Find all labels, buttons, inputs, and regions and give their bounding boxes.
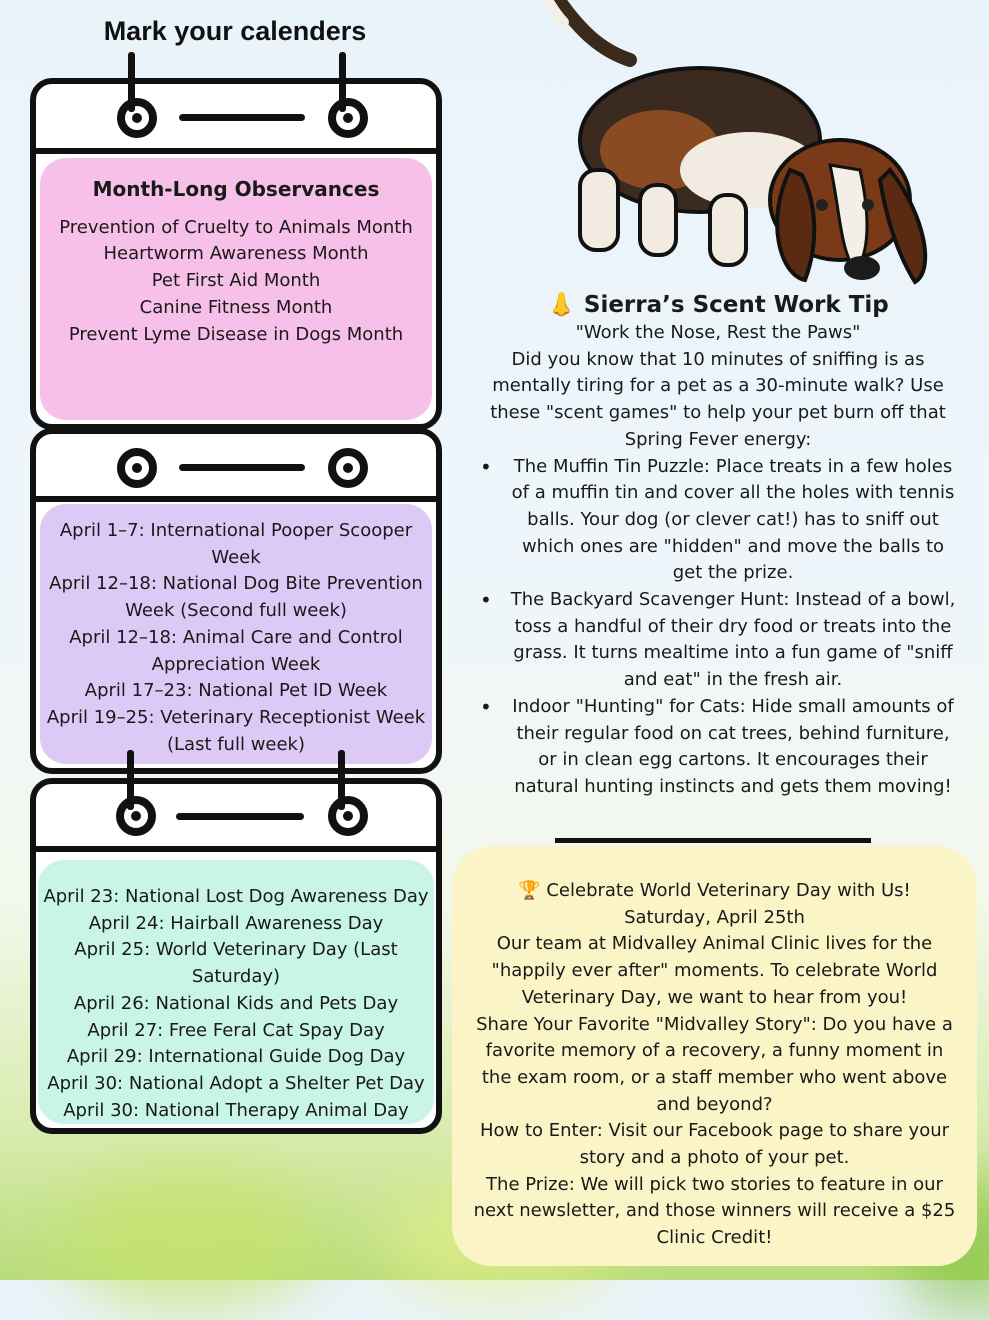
scent-tip-list: [478, 454, 958, 801]
list-item: April 24: Hairball Awareness Day: [88, 912, 384, 934]
calendar-dash: [176, 813, 304, 820]
list-item: April 30: National Adopt a Shelter Pet Day: [47, 1072, 425, 1094]
vet-day-notice: [452, 846, 977, 1266]
binder-post: [338, 750, 345, 810]
section-divider: [555, 838, 871, 843]
calendar-band: [36, 846, 436, 852]
scent-tip-title: [478, 290, 958, 320]
days-list: [38, 860, 434, 1124]
calendar-card-days: [30, 778, 442, 1134]
list-item: April 27: Free Feral Cat Spay Day: [87, 1019, 385, 1041]
observances-title: Month-Long Observances: [92, 177, 380, 201]
weeks-list: [40, 504, 432, 764]
vet-day-title: [472, 878, 957, 905]
nose-icon: 👃: [547, 292, 576, 318]
vet-day-title-text: Celebrate World Veterinary Day with Us!: [546, 880, 911, 901]
list-item: • The Backyard Scavenger Hunt: Instead of a bowl, toss a handful of their dry food or treats into the grass. It turns mealtime into a fun game of "sniff and eat" in the fresh air.: [478, 587, 958, 694]
vet-day-how-to-enter: How to Enter: Visit our Facebook page to share your story and a photo of your pet.: [479, 1120, 950, 1169]
vet-day-prize: The Prize: We will pick two stories to feature in our next newsletter, and those winners will receive a $25 Clinic Credit!: [473, 1173, 956, 1249]
calendar-card-observances: [30, 78, 442, 430]
list-item: April 17–23: National Pet ID Week: [84, 680, 388, 702]
scent-tip-section: [478, 290, 958, 801]
binder-ring-icon: [116, 796, 156, 836]
calendar-card-weeks: [30, 428, 442, 774]
calendar-band: [36, 496, 436, 502]
binder-post: [339, 52, 346, 112]
background-glow: [60, 1170, 320, 1310]
binder-ring-icon: [328, 796, 368, 836]
scent-tip-subtitle: "Work the Nose, Rest the Paws": [575, 322, 861, 343]
vet-day-share: Share Your Favorite "Midvalley Story": Do you have a favorite memory of a recovery, a funny moment in the exam room, or a staff member who went above and beyond?: [476, 1013, 953, 1115]
list-item: April 29: International Guide Dog Day: [66, 1046, 406, 1068]
vet-day-date: Saturday, April 25th: [624, 906, 805, 928]
scent-tip-title-text: Sierra’s Scent Work Tip: [583, 292, 889, 318]
calendar-band: [36, 148, 436, 154]
binder-post: [127, 750, 134, 810]
list-item: Prevent Lyme Disease in Dogs Month: [68, 323, 404, 345]
list-item: • The Muffin Tin Puzzle: Place treats in a few holes of a muffin tin and cover all the holes with tennis balls. Your dog (or clever cat!) has to sniff out which ones are "hidden" and move the balls to get the prize.: [478, 454, 958, 588]
list-item: April 12–18: National Dog Bite Prevention Week (Second full week): [49, 573, 423, 622]
list-item: Prevention of Cruelty to Animals Month: [59, 216, 413, 238]
calendar-heading: Mark your calenders: [103, 16, 367, 46]
list-item: Pet First Aid Month: [151, 270, 321, 292]
list-item: Canine Fitness Month: [139, 296, 333, 318]
calendar-dash: [179, 114, 305, 121]
list-item: Heartworm Awareness Month: [103, 243, 369, 265]
list-item: April 25: World Veterinary Day (Last Saturday): [74, 939, 398, 988]
list-item: April 30: National Therapy Animal Day: [63, 1099, 409, 1121]
scent-tip-intro: Did you know that 10 minutes of sniffing is as mentally tiring for a pet as a 30-minute walk? Use these "scent games" to help your pet burn off that Spring Fever energy:: [490, 348, 946, 450]
observances-list: [40, 158, 432, 420]
list-item: April 26: National Kids and Pets Day: [73, 992, 399, 1014]
binder-ring-icon: [117, 448, 157, 488]
vet-day-intro: Our team at Midvalley Animal Clinic lives for the "happily ever after" moments. To celebrate World Veterinary Day, we want to hear from you!: [491, 933, 938, 1008]
list-item: April 1–7: International Pooper Scooper Week: [59, 520, 413, 568]
binder-post: [128, 52, 135, 112]
list-item: April 19–25: Veterinary Receptionist Week (Last full week): [46, 706, 426, 755]
binder-ring-icon: [328, 448, 368, 488]
binder-ring-icon: [117, 98, 157, 138]
list-item: April 12–18: Animal Care and Control Appreciation Week: [69, 626, 403, 675]
binder-ring-icon: [328, 98, 368, 138]
list-item: April 23: National Lost Dog Awareness Day: [43, 886, 429, 907]
calendar-dash: [179, 464, 305, 471]
list-item: • Indoor "Hunting" for Cats: Hide small amounts of their regular food on cat trees, behind furniture, or in clean egg cartons. It encourages their natural hunting instincts and gets them moving!: [478, 694, 958, 801]
trophy-icon: 🏆: [518, 880, 541, 901]
basset-hound-illustration: [540, 0, 940, 290]
